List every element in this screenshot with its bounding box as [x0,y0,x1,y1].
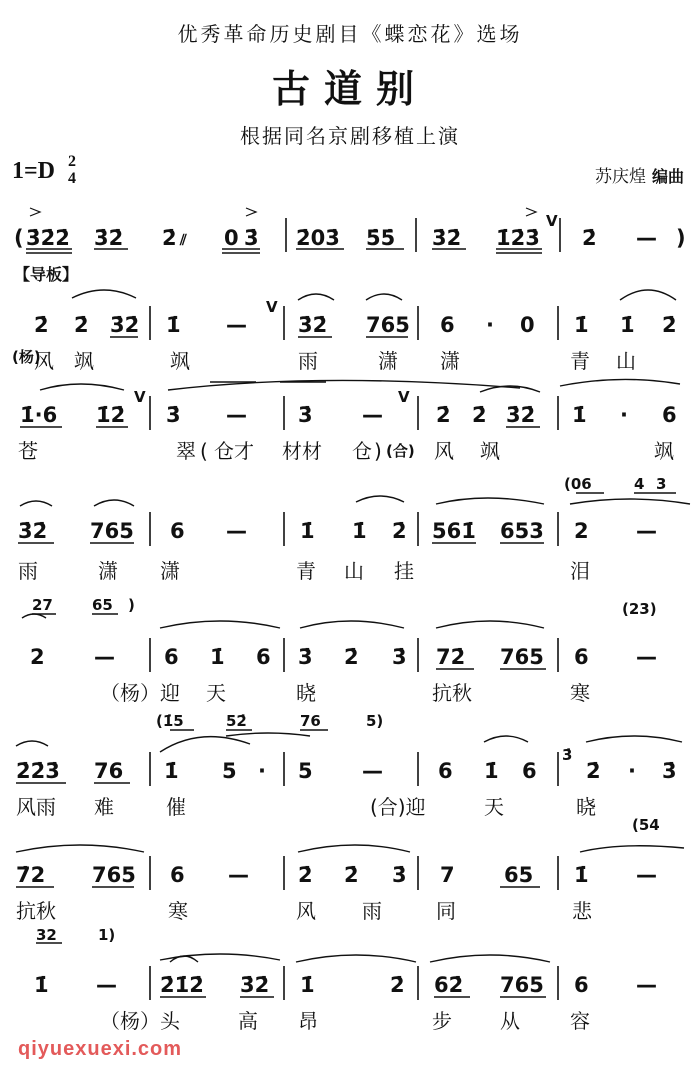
note: 5̇5̇ [366,226,396,250]
note: 6 [256,645,271,669]
lyric: 风 [434,439,454,463]
row-6 [16,712,677,819]
lyric: 晓 [296,681,316,705]
note: — [636,973,657,997]
lyric: 同 [436,899,456,923]
grace-note: 52̇ [226,712,247,730]
lyric: 飒 [480,439,500,463]
lyric: 昂 [298,1009,318,1033]
note: 6 [438,759,453,783]
note: 6 [522,759,537,783]
lyric: (合) [386,442,415,460]
note: 6 [170,863,185,887]
row-8 [34,926,657,1033]
grace-note: 76 [300,712,321,730]
note: 2̇ [436,403,451,427]
note: 3̇ [298,403,313,427]
note: 3̇2̇2̇ [26,226,70,250]
row-3 [18,388,677,463]
note: — [226,519,247,543]
lyric: 寒 [570,681,590,705]
note: 0 [224,226,239,250]
note: — [636,863,657,887]
lyric: 仓才 [214,439,254,463]
intro-label: 【导板】 [14,265,79,284]
lyric: 雨 [18,559,38,583]
grace-note: 5) [366,712,384,730]
grace-note: (1̇5 [156,712,184,730]
lyric: 飒 [654,439,674,463]
lyric: 雨 [362,899,382,923]
note: 76 [94,759,124,783]
lyric: 风 [296,899,316,923]
note: V [398,388,410,406]
lyric: 苍 [18,439,38,463]
note: V [134,388,146,406]
note: 1̇2̇ [96,403,126,427]
grace-note: (23) [622,600,657,618]
note: 6 [440,313,455,337]
lyric: 潇 [160,559,180,583]
grace-note: (54 [632,816,660,834]
note: 2̇2̇3̇ [16,759,60,783]
lyric: 步 [432,1009,452,1033]
note: · [258,759,266,783]
grace-note: 3 [656,475,667,493]
note: 5 [222,759,237,783]
lyric: (杨) [12,348,41,366]
lyric: 难 [94,795,114,819]
note: ⫽ [180,231,187,249]
note: 1̇ [484,759,499,783]
slurs [16,290,690,962]
score-title: 古道别 [271,66,428,111]
lyric: 飒 [170,349,190,373]
lyric: 飒 [74,349,94,373]
note: 5 [298,759,313,783]
note: 1̇·6 [20,403,58,427]
note: 2̇1̇2̇ [160,973,204,997]
note: 7 [440,863,455,887]
note: 2 [574,519,589,543]
lyric: 风 [34,349,54,373]
note: 2̇ [662,313,677,337]
lyric: 青 [296,559,316,583]
note: 3̇2̇ [18,519,48,543]
note: 3̇ [244,226,259,250]
note: 765 [366,313,410,337]
note: V [546,212,558,230]
grace-note: 65 [92,596,113,614]
note: 1̇ [166,313,181,337]
note: 3̇2̇ [110,313,140,337]
row-4 [18,475,666,583]
note: 2̇ [344,863,359,887]
note: 2̇ [162,226,177,250]
lyric: （杨）头 [100,1009,180,1033]
note: 2̇ [34,313,49,337]
note: 6 [574,973,589,997]
lyric: 抗秋 [432,681,472,705]
note: 1̇ [574,313,589,337]
row-5 [30,596,657,705]
lyric: 悲 [572,899,592,923]
lyric: ( [200,439,208,463]
note: 0 [520,313,535,337]
score-subtitle: 根据同名京剧移植上演 [240,124,460,148]
row-1 [14,212,686,250]
note: — [362,403,383,427]
lyric: (合)迎 [370,795,426,819]
note: 6 [574,645,589,669]
row-7 [16,816,660,923]
grace-note: ) [128,596,135,614]
grace-note: 1) [98,926,116,944]
note: 2̇ [392,519,407,543]
note: 6 [164,645,179,669]
note: — [228,863,249,887]
note: 7̇2 [16,863,46,887]
lyric: 山 [344,559,364,583]
note: 3̇2̇ [94,226,124,250]
note: 2̇03̇ [296,226,340,250]
score-supertitle: 优秀革命历史剧目《蝶恋花》选场 [177,22,523,46]
note: — [94,645,115,669]
note: 3̇2̇ [432,226,462,250]
grace-note: (06 [564,475,592,493]
note: 1̇2̇3̇ [496,226,540,250]
note: 2̇ [472,403,487,427]
accents [30,208,536,216]
note: ) [676,226,686,250]
row-2 [12,298,677,373]
note: 65 [504,863,534,887]
lyric: 高 [238,1009,258,1033]
note: 561̇ [432,519,476,543]
lyric: 青 [570,349,590,373]
site-watermark: qiyuexuexi.com [18,1038,183,1060]
note: 1̇ [300,519,315,543]
note: 3̇2̇ [240,973,270,997]
note: 3̇ [662,759,677,783]
note: ( [14,226,24,250]
note: 6 [170,519,185,543]
note: 3̇2̇ [298,313,328,337]
note: 2̇ [74,313,89,337]
note: 3̇ [392,645,407,669]
note: — [636,519,657,543]
lyric: 风雨 [16,795,56,819]
note: 2̇ [390,973,405,997]
lyric: 潇 [440,349,460,373]
note: 653 [500,519,544,543]
note: 2̇ [582,226,597,250]
note: 3̇2̇ [506,403,536,427]
note: 3̇ [392,863,407,887]
note: 765 [500,973,544,997]
time-top: 2 [68,153,76,170]
grace-note: 3̇ [562,746,573,764]
note: 765 [92,863,136,887]
lyric: 潇 [378,349,398,373]
note: — [636,226,657,250]
note: — [636,645,657,669]
lyric: 挂 [394,559,414,583]
note: — [96,973,117,997]
grace-note: 32 [36,926,57,944]
note: 72̇ [436,645,466,669]
note: V [266,298,278,316]
note: 1̇ [210,645,225,669]
lyric: 泪 [570,559,590,583]
note: 1̇ [300,973,315,997]
note: 1̇ [352,519,367,543]
composer-name: 苏庆煌 [594,167,646,187]
note: 2̇ [298,863,313,887]
lyric: 从 [500,1009,520,1033]
time-bottom: 4 [68,170,76,187]
note: 62̇ [434,973,464,997]
lyric: 晓 [576,795,596,819]
note: 1̇ [574,863,589,887]
note: — [362,759,383,783]
lyric: 寒 [168,899,188,923]
lyric: 山 [616,349,636,373]
note: — [226,403,247,427]
grace-note: 27 [32,596,53,614]
lyric: （杨）迎 [100,681,180,705]
lyric: 雨 [298,349,318,373]
note: · [620,403,628,427]
grace-note: 4 [634,475,645,493]
note: 3̇ [166,403,181,427]
lyric: 催 [166,795,186,819]
lyric: 潇 [98,559,118,583]
lyric: 天 [206,681,226,705]
note: 6 [662,403,677,427]
note: 765 [90,519,134,543]
composer-role: 编曲 [651,167,684,186]
note: · [628,759,636,783]
note: 3̇ [298,645,313,669]
note: 1̇ [620,313,635,337]
lyric: 翠 [176,439,196,463]
lyric: 容 [570,1009,590,1033]
note: · [486,313,494,337]
key-signature: 1=D [12,158,56,184]
lyric: 抗秋 [16,899,56,923]
note: — [226,313,247,337]
lyric: 仓 [352,439,372,463]
note: 2 [30,645,45,669]
lyric: ) [374,439,382,463]
note: 1̇ [572,403,587,427]
note: 2̇ [586,759,601,783]
lyric: 天 [484,795,504,819]
note: 1̇ [34,973,49,997]
note: 765 [500,645,544,669]
lyric: 材材 [282,439,322,463]
note: 2̇ [344,645,359,669]
note: 1̇ [164,759,179,783]
